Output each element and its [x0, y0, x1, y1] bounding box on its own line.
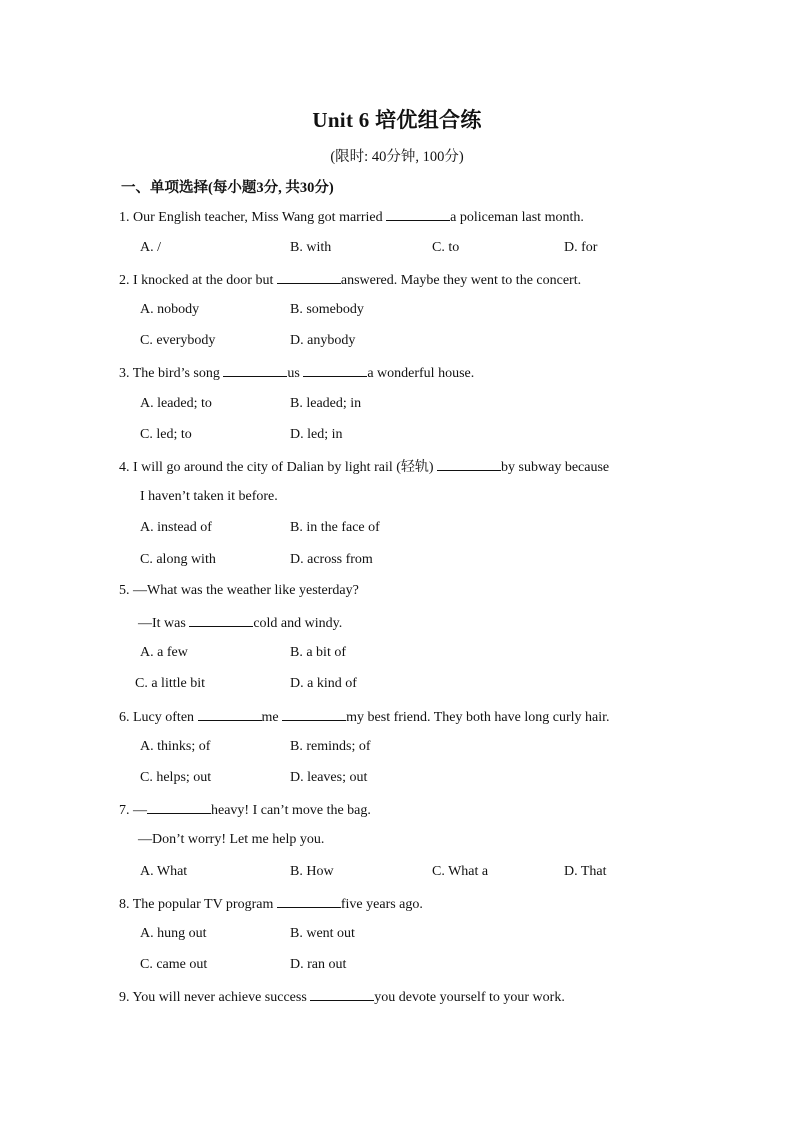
q3-option-d: D. led; in [290, 427, 343, 442]
q6-option-a: A. thinks; of [140, 739, 211, 754]
answer-blank [437, 457, 501, 471]
q3-option-a: A. leaded; to [140, 396, 212, 411]
q7-option-c: C. What a [432, 864, 489, 879]
answer-blank [386, 207, 450, 221]
question-5-reply: —It was cold and windy. [138, 613, 342, 633]
question-8: 8. The popular TV program five years ago. [119, 894, 423, 914]
q7-option-d: D. That [564, 864, 607, 879]
q5-option-a: A. a few [140, 645, 188, 660]
page-title: Unit 6 培优组合练 [312, 108, 482, 132]
question-1: 1. Our English teacher, Miss Wang got married a policeman last month. [119, 207, 584, 227]
answer-blank [282, 707, 346, 721]
answer-blank [189, 613, 253, 627]
question-4-continued: I haven’t taken it before. [140, 489, 278, 504]
q6-option-c: C. helps; out [140, 770, 212, 785]
q4-option-d: D. across from [290, 552, 373, 567]
q2-option-d: D. anybody [290, 333, 356, 348]
q5-option-b: B. a bit of [290, 645, 346, 660]
question-7: 7. — heavy! I can’t move the bag. [119, 800, 371, 820]
q2-option-a: A. nobody [140, 302, 200, 317]
q4-option-a: A. instead of [140, 520, 212, 535]
q7-option-a: A. What [140, 864, 188, 879]
q1-option-c: C. to [432, 240, 460, 255]
q6-option-b: B. reminds; of [290, 739, 371, 754]
q1-option-d: D. for [564, 240, 598, 255]
q8-option-a: A. hung out [140, 926, 207, 941]
q8-option-b: B. went out [290, 926, 355, 941]
q4-option-c: C. along with [140, 552, 216, 567]
q1-option-a: A. / [140, 240, 161, 255]
q1-option-b: B. with [290, 240, 332, 255]
q2-option-c: C. everybody [140, 333, 216, 348]
answer-blank [223, 363, 287, 377]
q3-option-b: B. leaded; in [290, 396, 362, 411]
question-7-reply: —Don’t worry! Let me help you. [138, 832, 325, 847]
question-4: 4. I will go around the city of Dalian by light rail (轻轨) by subway because [119, 457, 609, 477]
answer-blank [310, 987, 374, 1001]
section-heading: 一、单项选择(每小题3分, 共30分) [121, 180, 334, 196]
question-5: 5. —What was the weather like yesterday? [119, 583, 359, 598]
q6-option-d: D. leaves; out [290, 770, 368, 785]
q8-option-d: D. ran out [290, 957, 347, 972]
time-limit-subtitle: (限时: 40分钟, 100分) [330, 149, 464, 165]
q2-option-b: B. somebody [290, 302, 364, 317]
answer-blank [277, 270, 341, 284]
q8-option-c: C. came out [140, 957, 208, 972]
question-6: 6. Lucy often me my best friend. They both have long curly hair. [119, 707, 610, 727]
answer-blank [198, 707, 262, 721]
answer-blank [277, 894, 341, 908]
q5-option-c: C. a little bit [135, 676, 205, 691]
q4-option-b: B. in the face of [290, 520, 380, 535]
answer-blank [303, 363, 367, 377]
answer-blank [147, 800, 211, 814]
question-2: 2. I knocked at the door but answered. Maybe they went to the concert. [119, 270, 581, 290]
q7-option-b: B. How [290, 864, 334, 879]
question-9: 9. You will never achieve success you devote yourself to your work. [119, 987, 565, 1007]
q3-option-c: C. led; to [140, 427, 192, 442]
q5-option-d: D. a kind of [290, 676, 357, 691]
question-3: 3. The bird’s song us a wonderful house. [119, 363, 474, 383]
